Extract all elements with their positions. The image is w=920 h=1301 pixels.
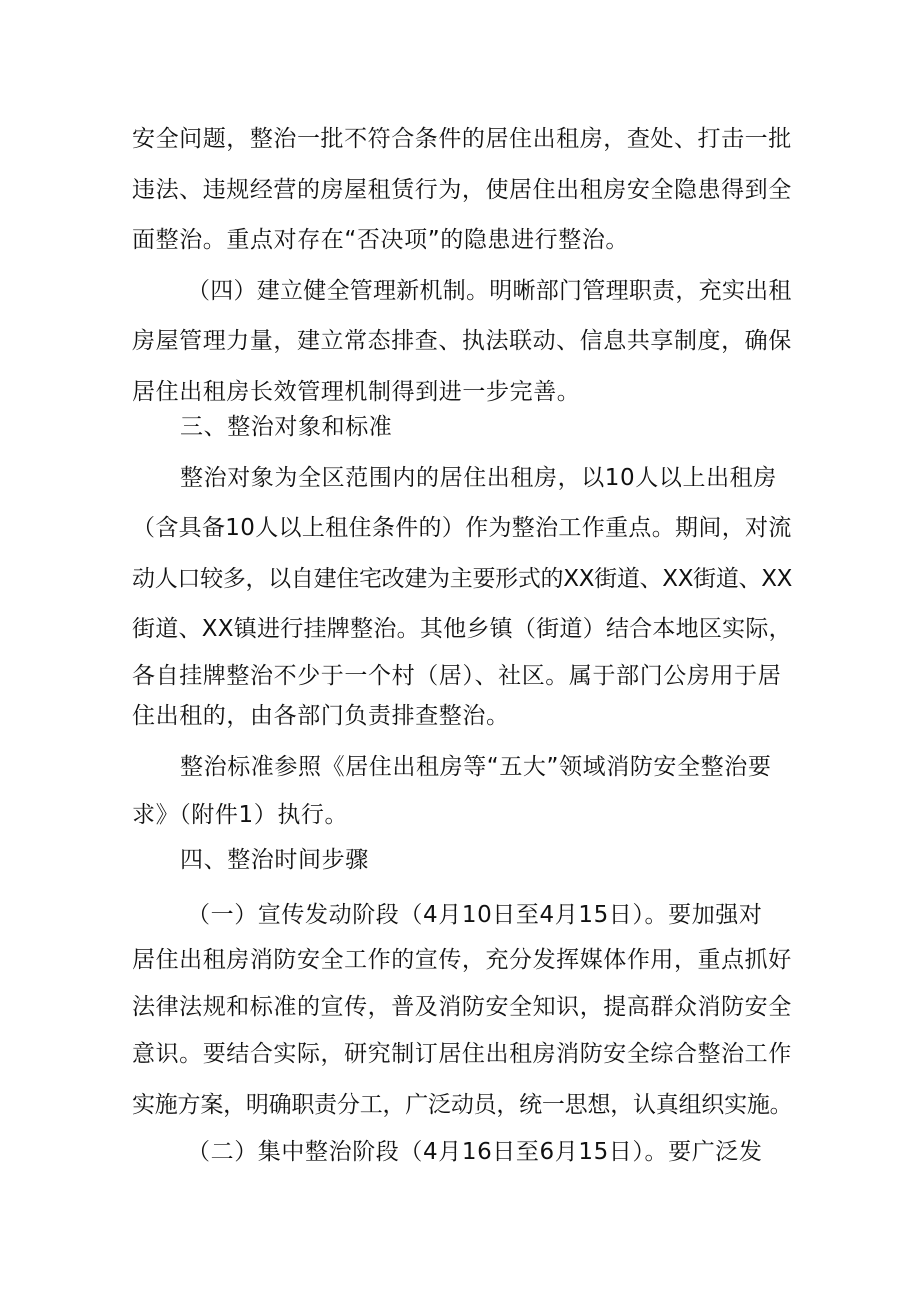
text-line: （二）集中整治阶段（4月16日至6月15日）。要广泛发 [187,1139,763,1165]
text-line: （含具备10人以上租住条件的）作为整治工作重点。期间，对流 [132,515,792,541]
text-line: 整治标准参照《居住出租房等“五大”领域消防安全整治要 [180,754,772,780]
text-line: 房屋管理力量，建立常态排查、执法联动、信息共享制度，确保 [132,328,792,354]
text-line: 法律法规和标准的宣传，普及消防安全知识，提高群众消防安全 [132,994,792,1020]
text-line: 实施方案，明确职责分工，广泛动员，统一思想，认真组织实施。 [132,1092,793,1118]
text-line: 意识。要结合实际，研究制订居住出租房消防安全综合整治工作 [132,1041,792,1067]
section-heading: 四、整治时间步骤 [180,847,369,873]
text-line: 街道、XX镇进行挂牌整治。其他乡镇（街道）结合本地区实际， [132,616,792,642]
text-line: 违法、违规经营的房屋租赁行为，使居住出租房安全隐患得到全 [132,177,792,203]
text-line: （四）建立健全管理新机制。明晰部门管理职责，充实出租 [187,278,792,304]
text-line: 安全问题，整治一批不符合条件的居住出租房，查处、打击一批 [132,126,792,152]
text-line: 居住出租房消防安全工作的宣传，充分发挥媒体作用，重点抓好 [132,947,792,973]
text-line: 居住出租房长效管理机制得到进一步完善。 [132,379,581,405]
text-line: 面整治。重点对存在“否决项”的隐患进行整治。 [132,227,630,253]
section-heading: 三、整治对象和标准 [180,414,393,440]
text-line: 整治对象为全区范围内的居住出租房，以10人以上出租房 [180,465,777,491]
text-line: 动人口较多，以自建住宅改建为主要形式的XX街道、XX街道、XX [132,566,793,592]
text-line: （一）宣传发动阶段（4月10日至4月15日）。要加强对 [187,902,763,928]
text-line: 各自挂牌整治不少于一个村（居）、社区。属于部门公房用于居 [132,663,782,689]
text-line: 求》（附件1）执行。 [132,802,349,828]
text-line: 住出租的，由各部门负责排查整治。 [132,703,510,729]
